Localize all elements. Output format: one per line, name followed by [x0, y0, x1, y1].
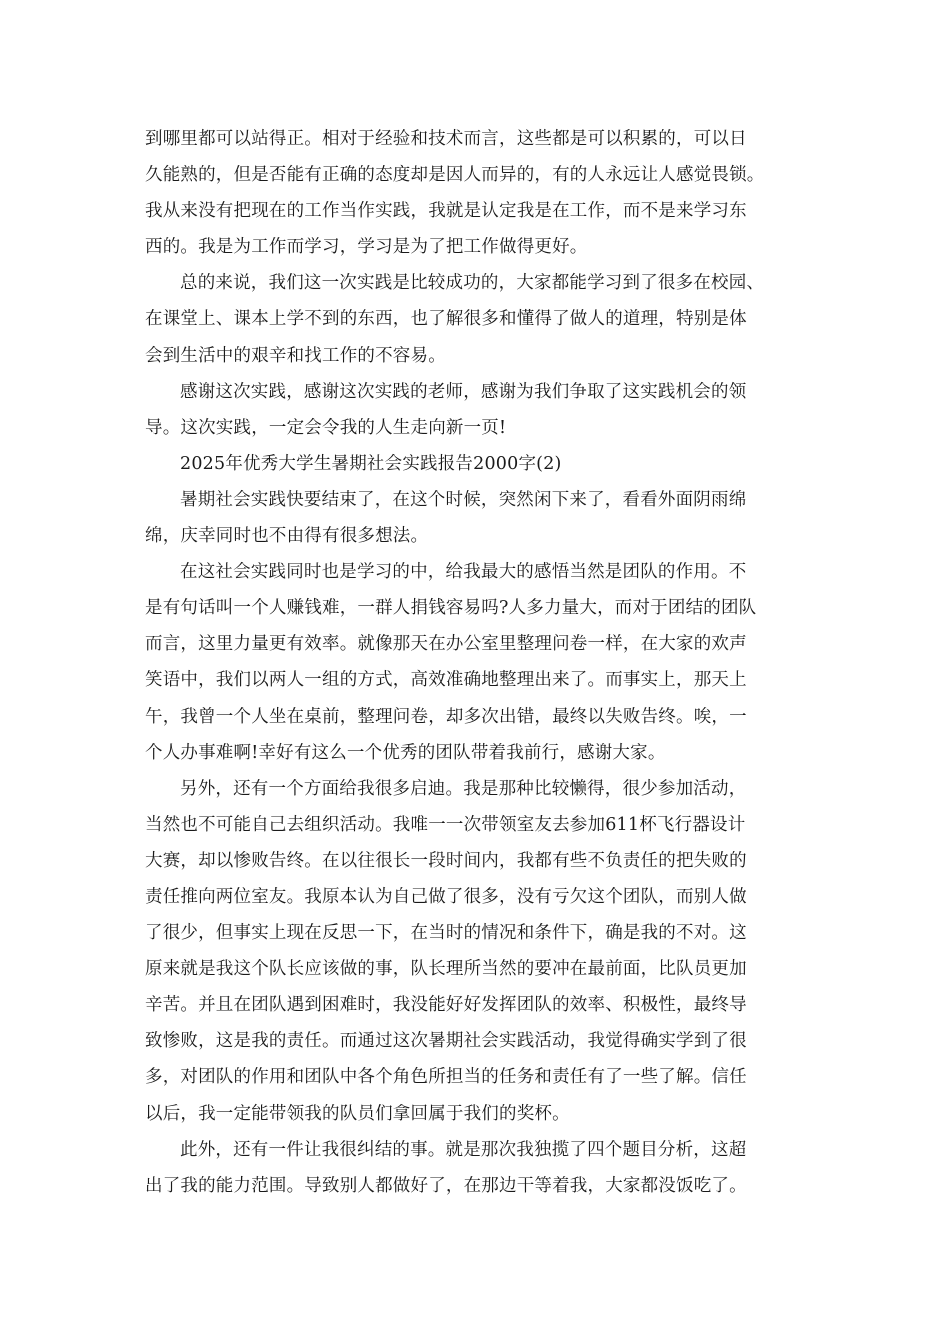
text-line: 辛苦。并且在团队遇到困难时，我没能好好发挥团队的效率、积极性，最终导 [145, 995, 747, 1016]
paragraph-3 [145, 374, 805, 446]
text-line: 西的。我是为工作而学习，学习是为了把工作做得更好。 [145, 237, 588, 258]
text-line: 绵，庆幸同时也不由得有很多想法。 [145, 526, 429, 547]
text-line: 到哪里都可以站得正。相对于经验和技术而言，这些都是可以积累的，可以日 [145, 129, 747, 149]
text-line: 责任推向两位室友。我原本认为自己做了很多，没有亏欠这个团队，而别人做 [145, 886, 747, 907]
text-line: 致惨败，这是我的责任。而通过这次暑期社会实践活动，我觉得确实学到了很 [145, 1031, 747, 1052]
text-line: 当然也不可能自己去组织活动。我唯一一次带领室友去参加611杯飞行器设计 [145, 814, 746, 835]
text-line: 笑语中，我们以两人一组的方式，高效准确地整理出来了。而事实上，那天上 [145, 670, 747, 691]
text-line: 导。这次实践，一定会令我的人生走向新一页! [145, 417, 507, 438]
text-line: 原来就是我这个队长应该做的事，队长理所当然的要冲在最前面，比队员更加 [145, 959, 747, 980]
text-line: 了很少，但事实上现在反思一下，在当时的情况和条件下，确是我的不对。这 [145, 923, 747, 944]
paragraph-7 [145, 1132, 805, 1204]
text-line: 会到生活中的艰辛和找工作的不容易。 [145, 345, 446, 366]
text-line: 在这社会实践同时也是学习的中，给我最大的感悟当然是团队的作用。不 [180, 562, 747, 583]
text-line: 总的来说，我们这一次实践是比较成功的，大家都能学习到了很多在校园、 [180, 273, 765, 294]
paragraph-6 [145, 771, 805, 1132]
heading-line: 2025年优秀大学生暑期社会实践报告2000字(2) [180, 453, 562, 474]
text-line: 感谢这次实践，感谢这次实践的老师，感谢为我们争取了这实践机会的领 [180, 381, 747, 402]
text-line: 午，我曾一个人坐在桌前，整理问卷，却多次出错，最终以失败告终。唉，一 [145, 706, 747, 727]
section-heading [145, 446, 805, 482]
text-line: 大赛，却以惨败告终。在以往很长一段时间内，我都有些不负责任的把失败的 [145, 850, 747, 871]
text-line: 我从来没有把现在的工作当作实践，我就是认定我是在工作，而不是来学习东 [145, 201, 747, 222]
text-line: 此外，还有一件让我很纠结的事。就是那次我独揽了四个题目分析，这超 [180, 1139, 747, 1160]
paragraph-2 [145, 265, 805, 373]
text-line: 另外，还有一个方面给我很多启迪。我是那种比较懒得，很少参加活动， [180, 778, 747, 799]
text-line: 以后，我一定能带领我的队员们拿回属于我们的奖杯。 [145, 1103, 570, 1124]
paragraph-4 [145, 482, 805, 554]
paragraph-5 [145, 554, 805, 771]
text-line: 出了我的能力范围。导致别人都做好了，在那边干等着我，大家都没饭吃了。 [145, 1175, 747, 1196]
text-line: 个人办事难啊!幸好有这么一个优秀的团队带着我前行，感谢大家。 [145, 742, 666, 763]
text-line: 暑期社会实践快要结束了，在这个时候，突然闲下来了，看看外面阴雨绵 [180, 489, 747, 510]
text-line: 在课堂上、课本上学不到的东西，也了解很多和懂得了做人的道理，特别是体 [145, 309, 747, 330]
paragraph-1 [145, 121, 805, 265]
text-line: 而言，这里力量更有效率。就像那天在办公室里整理问卷一样，在大家的欢声 [145, 634, 747, 655]
text-line: 多，对团队的作用和团队中各个角色所担当的任务和责任有了一些了解。信任 [145, 1067, 747, 1088]
document-body [145, 121, 805, 1204]
text-line: 是有句话叫一个人赚钱难，一群人捐钱容易吗?人多力量大，而对于团结的团队 [145, 598, 757, 619]
text-line: 久能熟的，但是否能有正确的态度却是因人而异的，有的人永远让人感觉畏锁。 [145, 165, 765, 186]
